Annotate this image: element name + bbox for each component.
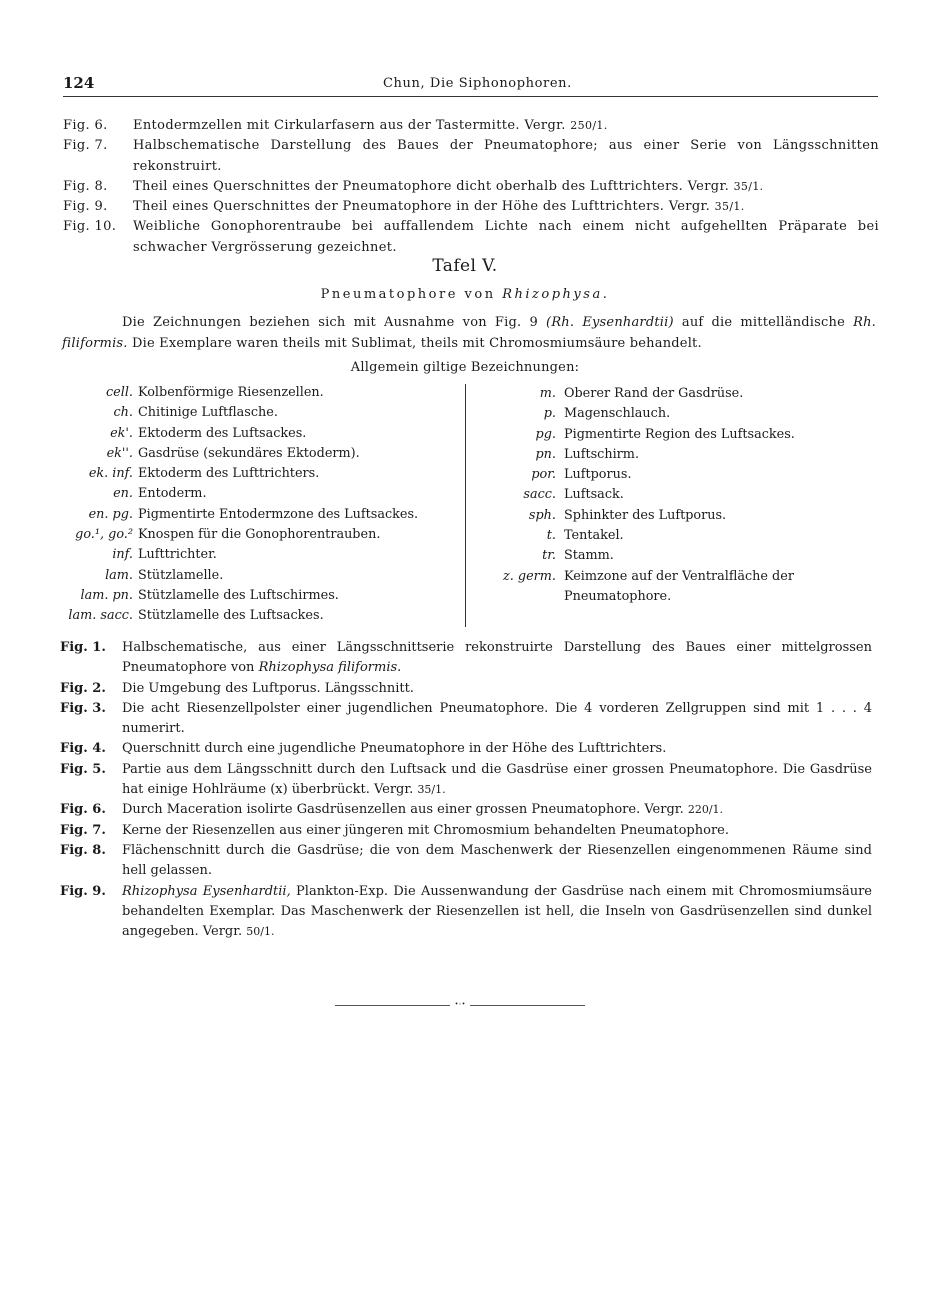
figure-text: Die acht Riesenzellpolster einer jugendlichen Pneumatophore. Die 4 vorderen Zellgruppen sind mit 1 . . . 4 numerirt. — [122, 700, 872, 737]
figure-caption — [63, 136, 879, 177]
legend-entry — [55, 505, 455, 525]
legend-entry — [55, 403, 455, 423]
legend-desc: Chitinige Luftflasche. — [138, 405, 278, 421]
legend-abbr: sacc. — [523, 487, 556, 503]
figure-text: Entodermzellen mit Cirkularfasern aus der Tastermitte. Vergr. — [133, 118, 571, 133]
legend-left-column — [55, 383, 455, 627]
figure-text: Partie aus dem Längsschnitt durch den Luftsack und die Gasdrüse einer grossen Pneumatophore. Die Gasdrüse hat einige Hohlräume (x) überbrückt. Vergr. — [122, 761, 872, 798]
legend-desc: Stützlamelle des Luftsackes. — [138, 608, 324, 624]
legend-desc: Stützlamelle. — [138, 567, 224, 583]
legend-abbr: sph. — [528, 507, 556, 523]
legend-entry — [55, 424, 455, 444]
legend-abbr: inf. — [112, 547, 133, 563]
legend-abbr: cell. — [106, 385, 133, 400]
figure-caption — [60, 739, 872, 759]
figure-caption — [60, 679, 872, 699]
plate-figure-list — [60, 638, 872, 942]
figure-text: Weibliche Gonophorentraube bei auffallendem Lichte nach einem nicht aufgehellten Präparate bei schwacher Vergrösserung gezeichnet. — [133, 219, 879, 255]
legend-desc: Pigmentirte Region des Luftsackes. — [564, 426, 795, 442]
legend-entry — [470, 425, 880, 445]
page-number: 124 — [63, 74, 95, 92]
legend-desc: Lufttrichter. — [138, 547, 217, 563]
figure-number: Fig. 5. — [60, 761, 106, 777]
figure-number: Fig. 9. — [60, 883, 106, 899]
legend-abbr: p. — [543, 406, 556, 422]
figure-caption — [60, 821, 872, 841]
legend-entry — [470, 546, 880, 566]
legend-abbr: ek''. — [106, 445, 133, 461]
legend-entry — [55, 545, 455, 565]
legend-desc: Sphinkter des Luftporus. — [564, 507, 727, 523]
legend-heading: Allgemein giltige Bezeichnungen: — [350, 360, 580, 375]
figure-number: Fig. 3. — [60, 700, 106, 716]
legend-entry — [55, 484, 455, 504]
magnification: 35/1. — [714, 200, 745, 214]
legend-entry — [470, 506, 880, 526]
figure-caption — [63, 116, 879, 136]
figure-number: Fig. 6. — [60, 802, 106, 818]
figure-text: Theil eines Querschnittes der Pneumatophore in der Höhe des Lufttrichters. Vergr. — [133, 199, 715, 215]
legend-desc: Entoderm. — [138, 486, 207, 502]
plate-title: Tafel V. — [432, 256, 498, 276]
legend-entry — [55, 606, 455, 626]
intro-text: auf die mittelländische — [673, 315, 854, 330]
legend-entry — [470, 526, 880, 546]
running-title: Chun, Die Siphonophoren. — [383, 76, 572, 91]
plate-subtitle-genus: Rhizophysa. — [502, 287, 610, 302]
legend-abbr: pg. — [535, 426, 556, 442]
legend-entry — [470, 404, 880, 424]
legend-desc: Keimzone auf der Ventralfläche der Pneumatophore. — [564, 568, 794, 604]
legend-entry — [470, 485, 880, 505]
legend-desc: Gasdrüse (sekundäres Ektoderm). — [138, 445, 360, 461]
legend-abbr: en. — [113, 486, 133, 502]
legend-desc: Luftsack. — [564, 487, 624, 503]
figure-text: Halbschematische, aus einer Längsschnittserie rekonstruirte Darstellung des Baues einer mittelgrossen Pneumatophore von — [122, 640, 872, 676]
legend-entry — [55, 464, 455, 484]
legend-abbr: z. germ. — [503, 568, 556, 584]
legend-entry — [470, 384, 880, 404]
magnification: 250/1. — [570, 119, 608, 132]
figure-text: Theil eines Querschnittes der Pneumatophore dicht oberhalb des Lufttrichters. Vergr. — [133, 178, 734, 194]
legend-desc: Ektoderm des Luftsackes. — [138, 425, 307, 441]
intro-paragraph — [62, 312, 876, 354]
legend-abbr: tr. — [542, 548, 556, 564]
magnification: 220/1. — [687, 803, 724, 817]
figure-number: Fig. 8. — [60, 842, 106, 858]
magnification: 35/1. — [417, 783, 446, 797]
figure-species: Rhizophysa filiformis. — [258, 660, 402, 676]
figure-caption — [60, 699, 872, 740]
legend-desc: Stamm. — [564, 548, 614, 564]
legend-abbr: go.¹, go.² — [75, 527, 133, 543]
legend-entry — [55, 444, 455, 464]
legend-entry — [55, 566, 455, 586]
legend-abbr: en. pg. — [88, 506, 133, 522]
legend-abbr: ek'. — [110, 425, 133, 441]
figure-text: Die Umgebung des Luftporus. Längsschnitt. — [122, 680, 414, 696]
legend-desc: Knospen für die Gonophorentrauben. — [138, 527, 381, 543]
legend-entry — [470, 445, 880, 465]
figure-caption — [63, 197, 879, 217]
figure-caption — [60, 760, 872, 801]
legend-entry — [470, 465, 880, 485]
figure-number: Fig. 7. — [63, 138, 108, 154]
figure-text: Durch Maceration isolirte Gasdrüsenzellen aus einer grossen Pneumatophore. Vergr. — [122, 802, 688, 818]
legend-abbr: lam. — [105, 567, 133, 583]
legend-entry — [55, 525, 455, 545]
figure-caption — [60, 800, 872, 820]
legend-abbr: por. — [531, 467, 556, 483]
legend-column-divider — [465, 384, 466, 627]
magnification: 50/1. — [246, 925, 275, 939]
magnification: 35/1. — [733, 179, 764, 193]
figure-text: Querschnitt durch eine jugendliche Pneumatophore in der Höhe des Lufttrichters. — [122, 741, 667, 757]
legend-abbr: m. — [539, 386, 556, 401]
legend-abbr: pn. — [535, 446, 556, 462]
legend-desc: Luftschirm. — [564, 446, 640, 462]
figure-species: Rhizophysa Eysenhardtii, — [122, 883, 291, 899]
figure-number: Fig. 4. — [60, 741, 106, 757]
figure-caption — [60, 882, 872, 943]
legend-abbr: ch. — [113, 405, 133, 421]
figure-number: Fig. 6. — [63, 118, 108, 133]
figure-caption — [60, 841, 872, 882]
top-figure-list — [63, 116, 879, 258]
legend-abbr: ek. inf. — [88, 466, 133, 482]
legend-right-column — [470, 384, 880, 607]
figure-number: Fig. 1. — [60, 640, 106, 655]
figure-number: Fig. 7. — [60, 822, 106, 838]
legend-abbr: lam. sacc. — [68, 608, 133, 624]
legend-entry — [55, 383, 455, 403]
figure-text: Halbschematische Darstellung des Baues der Pneumatophore; aus einer Serie von Längsschnitten rekonstruirt. — [133, 138, 879, 174]
figure-number: Fig. 10. — [63, 219, 117, 235]
plate-subtitle — [0, 287, 930, 302]
figure-text: Kerne der Riesenzellen aus einer jüngeren mit Chromosmium behandelten Pneumatophore. — [122, 822, 729, 838]
figure-caption — [63, 177, 879, 197]
intro-species: Rh. filiformis. — [62, 315, 876, 351]
header-rule — [63, 96, 878, 97]
legend-abbr: t. — [546, 528, 556, 544]
legend-desc: Ektoderm des Lufttrichters. — [138, 466, 320, 482]
figure-text: Flächenschnitt durch die Gasdrüse; die von dem Maschenwerk der Riesenzellen eingenommenen Räume sind hell gelassen. — [122, 842, 872, 879]
intro-text: Die Exemplare waren theils mit Sublimat, theils mit Chromosmiumsäure behandelt. — [127, 336, 702, 351]
legend-desc: Pigmentirte Entodermzone des Luftsackes. — [138, 506, 419, 522]
legend-desc: Oberer Rand der Gasdrüse. — [564, 386, 744, 401]
intro-species: (Rh. Eysenhardtii) — [546, 315, 674, 330]
legend-abbr: lam. pn. — [80, 587, 133, 603]
figure-caption — [60, 638, 872, 679]
figure-text: Plankton-Exp. Die Aussenwandung der Gasdrüse nach einem mit Chromosmiumsäure behandelten Exemplar. Das Maschenwerk der Riesenzellen ist hell, die Inseln von Gasdrüsenzellen sind dunkel angegeben. Vergr. — [122, 883, 872, 940]
legend-entry — [470, 567, 880, 608]
figure-number: Fig. 9. — [63, 199, 108, 215]
legend-entry — [55, 586, 455, 606]
figure-caption — [63, 217, 879, 258]
intro-text: Die Zeichnungen beziehen sich mit Ausnahme von Fig. 9 — [122, 315, 547, 330]
end-ornament: •◦• — [335, 1004, 585, 1008]
plate-subtitle-text: Pneumatophore von — [320, 287, 503, 302]
legend-desc: Magenschlauch. — [564, 406, 671, 422]
page-header — [63, 74, 878, 96]
legend-desc: Tentakel. — [564, 528, 624, 544]
legend-desc: Luftporus. — [564, 467, 632, 483]
legend-desc: Stützlamelle des Luftschirmes. — [138, 587, 339, 603]
legend-desc: Kolbenförmige Riesenzellen. — [138, 385, 324, 400]
figure-number: Fig. 8. — [63, 178, 108, 194]
figure-number: Fig. 2. — [60, 680, 106, 696]
